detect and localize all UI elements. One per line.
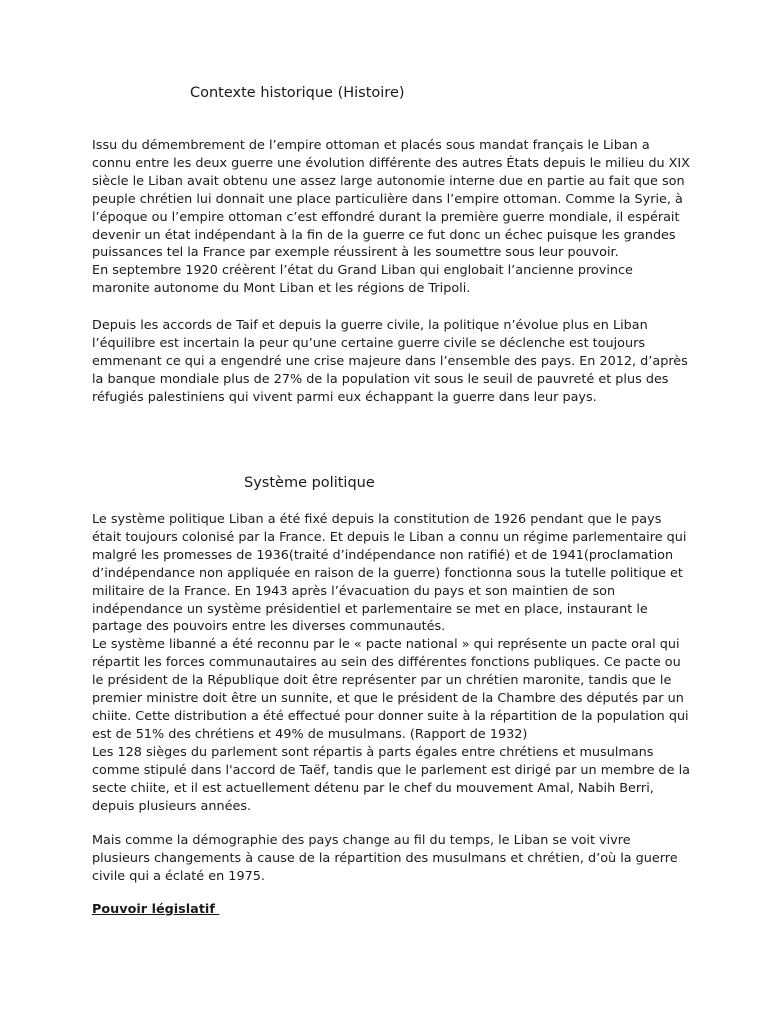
paragraph: Mais comme la démographie des pays change au fil du temps, le Liban se voit vivre plusieurs changements à cause de la répartition des musulmans et chrétien, d’où la guerre civile qui a éclaté en 1975. — [92, 833, 678, 884]
paragraph: Le système politique Liban a été fixé depuis la constitution de 1926 pendant que le pays était toujours colonisé par la France. Et depuis le Liban a connu un régime parlementaire qui malgré les promesses de 1936(traité d’indépendance non ratifié) et de 1941(proclamation d’indépendance non appliquée en raison de la guerre) fonctionna sous la tutelle politique et militaire de la France. En 1943 après l’évacuation du pays et son maintien de son indépendance un système présidentiel et parlementaire se met en place, instaurant le partage des pouvoirs entre les diverses communautés. — [92, 512, 687, 635]
subheading-legislative-power: Pouvoir législatif — [92, 902, 220, 917]
paragraph: Le système libanné a été reconnu par le « pacte national » qui représente un pacte oral qui répartit les forces communautaires au sein des différentes fonctions publiques. Ce pacte ou le président de la République doit être représenter par un chrétien maronite, tandis que le premier ministre doit être un sunnite, et que le président de la Chambre des députés par un chiite. Cette distribution a été effectué pour donner suite à la répartition de la population qui est de 51% des chrétiens et 49% de musulmans. (Rapport de 1932) — [92, 637, 689, 742]
historical-context-block — [92, 137, 692, 298]
section-heading-historical-context: Contexte historique (Histoire) — [190, 85, 405, 101]
political-evolution-block — [92, 317, 692, 407]
paragraph: Depuis les accords de Taif et depuis la guerre civile, la politique n’évolue plus en Liban l’équilibre est incertain la peur qu’une certaine guerre civile se déclenche est toujours emmenant ce qui a engendré une crise majeure dans l’ensemble des pays. En 2012, d’après la banque mondiale plus de 27% de la population vit sous le seuil de pauvreté et plus des réfugiés palestiniens qui vivent parmi eux échappant la guerre dans leur pays. — [92, 318, 688, 405]
paragraph: Issu du démembrement de l’empire ottoman et placés sous mandat français le Liban a connu entre les deux guerre une évolution différente des autres États depuis le milieu du XIX siècle le Liban avait obtenu une assez large autonomie interne due en partie au fait que son peuple chrétien lui donnait une place particulière dans l’empire ottoman. Comme la Syrie, à l’époque ou l’empire ottoman c’est effondré durant la première guerre mondiale, il espérait devenir un état indépendant à la fin de la guerre ce fut donc un échec puisque les grandes puissances tel la France par exemple réussirent à les soumettre sous leur pouvoir. — [92, 138, 690, 261]
paragraph: En septembre 1920 créèrent l’état du Grand Liban qui englobait l’ancienne province maronite autonome du Mont Liban et les régions de Tripoli. — [92, 263, 633, 297]
section-heading-political-system: Système politique — [244, 475, 375, 491]
political-system-block — [92, 511, 692, 815]
paragraph: Les 128 sièges du parlement sont répartis à parts égales entre chrétiens et musulmans comme stipulé dans l'accord de Taëf, tandis que le parlement est dirigé par un membre de la secte chiite, et il est actuellement détenu par le chef du mouvement Amal, Nabih Berri, depuis plusieurs années. — [92, 744, 690, 814]
demography-block — [92, 832, 692, 886]
